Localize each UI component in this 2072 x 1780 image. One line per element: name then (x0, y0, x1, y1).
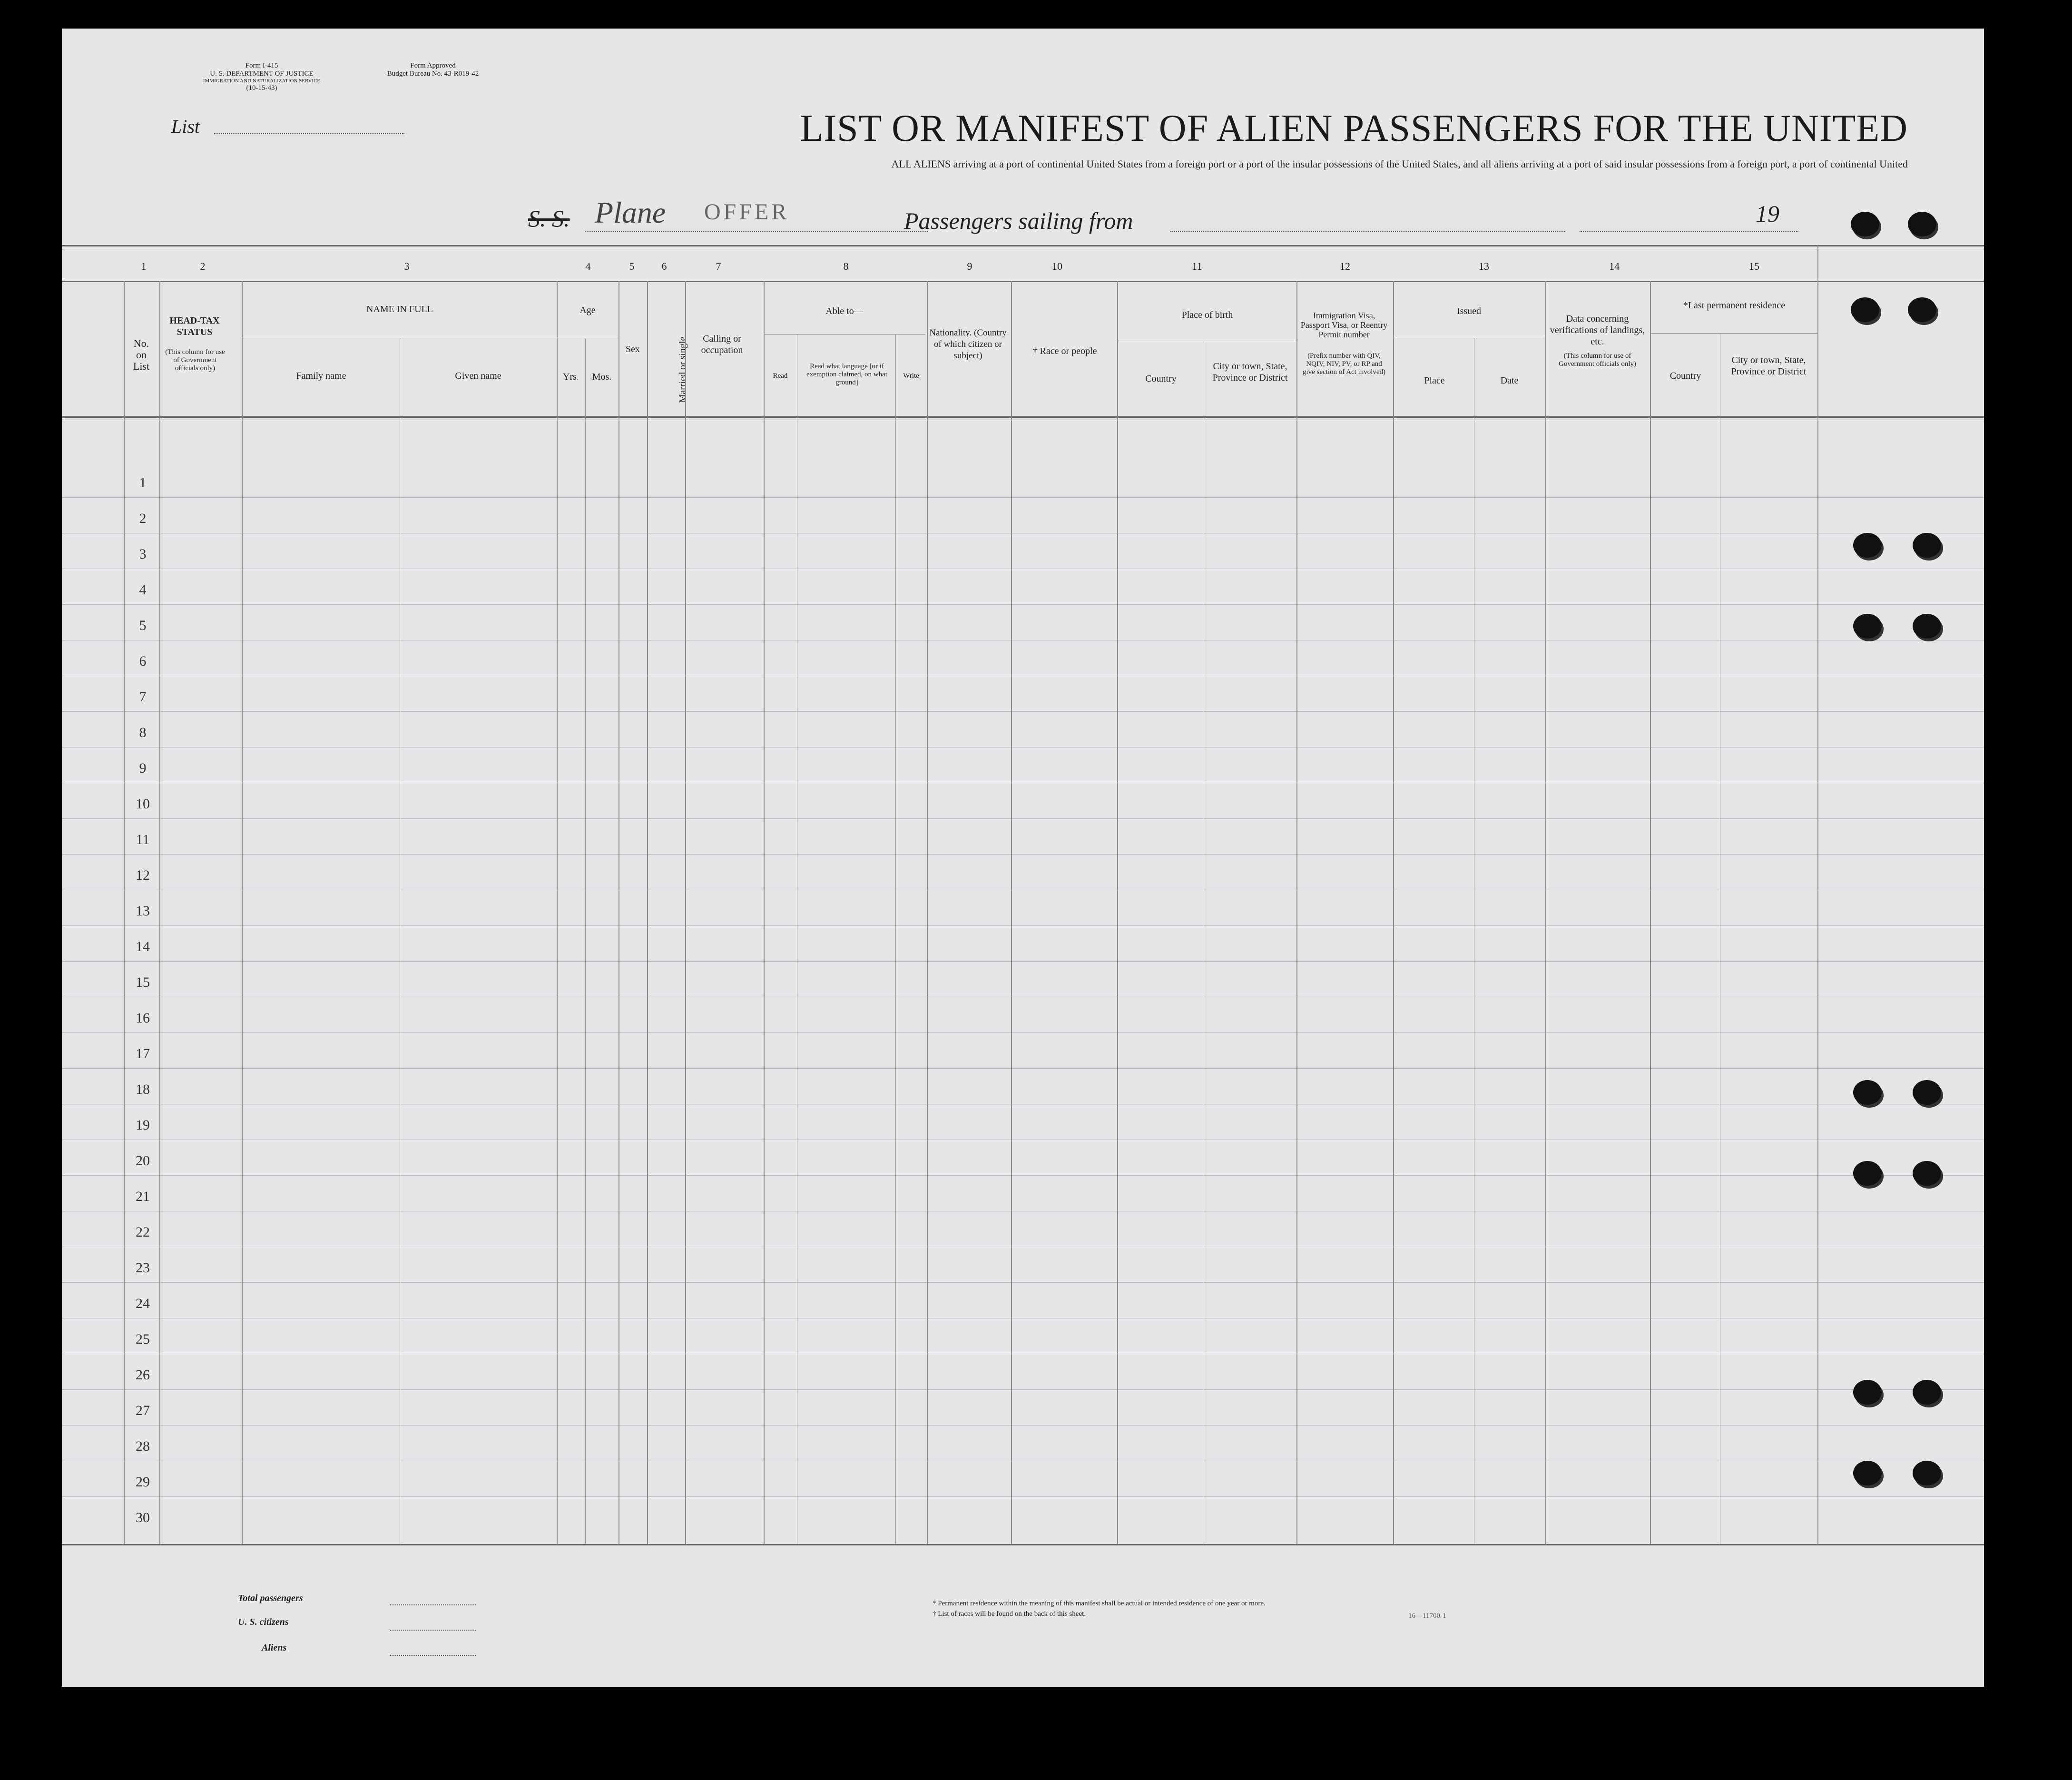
row-number: 20 (136, 1153, 150, 1169)
column-rule (927, 281, 928, 1544)
column-rule (895, 334, 896, 1544)
footnote-races: † List of races will be found on the back of this sheet. (933, 1610, 1086, 1618)
col-age-yrs: Yrs. (563, 372, 579, 382)
vessel-handwritten: Plane (595, 196, 666, 229)
sailing-date-field[interactable] (1580, 231, 1798, 232)
row-number: 15 (136, 974, 150, 990)
column-rule (585, 338, 586, 1544)
total-passengers-label: Total passengers (238, 1593, 303, 1603)
form-approval-line: Budget Bureau No. 43-R019-42 (387, 70, 479, 78)
column-number-rule-top (62, 245, 1984, 246)
col-lr-country: Country (1669, 371, 1701, 381)
vessel-name-field[interactable] (585, 231, 928, 232)
col-family-name: Family name (296, 371, 346, 381)
list-label: List (171, 116, 200, 137)
vessel-stamp: OFFER (704, 199, 790, 225)
row-number: 25 (136, 1331, 150, 1347)
column-number: 10 (1052, 260, 1062, 272)
row-rule (62, 1425, 1984, 1426)
year-prefix: 19 (1756, 200, 1779, 227)
row-number: 7 (139, 689, 147, 705)
col-married: Married or single (678, 336, 688, 403)
punch-hole (1853, 1461, 1882, 1485)
row-number: 30 (136, 1510, 150, 1525)
punch-hole (1908, 297, 1936, 322)
sailing-label: Passengers sailing from (904, 207, 1133, 234)
column-rule (242, 281, 243, 1544)
row-number: 11 (136, 832, 150, 847)
row-number: 12 (136, 867, 150, 883)
column-number: 1 (141, 260, 147, 272)
col-nationality: Nationality. (Country of which citizen or subject) (929, 328, 1007, 361)
column-number: 4 (585, 260, 591, 272)
us-citizens-label: U. S. citizens (238, 1617, 289, 1627)
punch-hole (1913, 1161, 1941, 1186)
col-able-to: Able to— (825, 306, 864, 316)
row-number: 18 (136, 1082, 150, 1097)
col-read-language: Read what language [or if exemption claimed, on what ground] (806, 363, 887, 386)
row-number: 8 (139, 725, 147, 740)
col-verification: Data concerning verifications of landings, etc. (1550, 314, 1645, 347)
column-number: 3 (404, 260, 410, 272)
form-line: Form I-415 (245, 62, 278, 69)
punch-hole (1913, 1461, 1941, 1485)
column-rule (1393, 281, 1394, 1544)
col-name-in-full: NAME IN FULL (366, 304, 433, 315)
form-line: IMMIGRATION AND NATURALIZATION SERVICE (203, 78, 321, 84)
col-head-tax: HEAD-TAX STATUS (169, 315, 220, 337)
column-number: 13 (1479, 260, 1489, 272)
row-rule (62, 854, 1984, 855)
total-passengers-field[interactable] (390, 1604, 476, 1605)
punch-hole (1913, 533, 1941, 558)
form-id-block (162, 62, 362, 92)
col-race: † Race or people (1032, 346, 1097, 356)
column-rule (1545, 281, 1546, 1544)
row-number: 14 (136, 939, 150, 954)
row-number: 4 (139, 582, 147, 598)
column-number: 11 (1192, 260, 1202, 272)
column-rule (764, 281, 765, 1544)
row-number: 26 (136, 1367, 150, 1383)
column-number: 12 (1340, 260, 1350, 272)
col-visa: Immigration Visa, Passport Visa, or Reentry Permit number (1300, 311, 1388, 339)
us-citizens-field[interactable] (390, 1630, 476, 1631)
col-issued-date: Date (1500, 375, 1519, 386)
row-number: 1 (139, 475, 147, 491)
col-lr-city: City or town, State, Province or District (1731, 355, 1807, 377)
form-approval-block (357, 62, 509, 78)
row-rule (62, 1389, 1984, 1390)
list-number-field[interactable] (214, 133, 404, 134)
row-number: 27 (136, 1403, 150, 1418)
row-number: 22 (136, 1224, 150, 1240)
col-birth-city: City or town, State, Province or District (1212, 361, 1288, 383)
table-bottom-rule (62, 1544, 1984, 1545)
col-age-mos: Mos. (592, 372, 612, 382)
punch-hole (1913, 1080, 1941, 1105)
column-number: 8 (843, 260, 849, 272)
row-number: 9 (139, 760, 147, 776)
col-write: Write (903, 372, 919, 380)
row-number: 29 (136, 1474, 150, 1490)
punch-hole (1851, 297, 1879, 322)
column-rule (685, 281, 686, 1544)
col-issued-place: Place (1424, 375, 1445, 386)
punch-hole (1853, 614, 1882, 639)
punch-hole (1853, 1380, 1882, 1405)
column-number: 15 (1749, 260, 1759, 272)
print-code: 16—11700-1 (1408, 1612, 1446, 1620)
col-last-residence: *Last permanent residence (1683, 300, 1786, 311)
column-number: 7 (716, 260, 721, 272)
col-no-on-list: No. on List (133, 337, 150, 372)
punch-hole (1853, 1080, 1882, 1105)
row-number: 23 (136, 1260, 150, 1276)
row-number: 5 (139, 618, 147, 633)
punch-hole (1913, 1380, 1941, 1405)
form-line: (10-15-43) (246, 84, 277, 92)
row-number: 24 (136, 1296, 150, 1311)
row-rule (62, 497, 1984, 498)
form-line: U. S. DEPARTMENT OF JUSTICE (210, 70, 314, 78)
row-rule (62, 961, 1984, 962)
col-calling: Calling or occupation (701, 334, 743, 355)
col-place-of-birth: Place of birth (1181, 310, 1233, 320)
manifest-sheet (62, 29, 1984, 1687)
column-rule (159, 281, 160, 1544)
aliens-label: Aliens (262, 1642, 287, 1653)
row-number: 21 (136, 1189, 150, 1204)
col-issued: Issued (1456, 306, 1482, 316)
row-rule (62, 1068, 1984, 1069)
aliens-field[interactable] (390, 1655, 476, 1656)
row-number: 28 (136, 1438, 150, 1454)
row-number: 10 (136, 796, 150, 812)
footnote-residence: * Permanent residence within the meaning of this manifest shall be actual or intended residence of one year or more. (933, 1600, 1266, 1607)
col-birth-country: Country (1145, 374, 1177, 384)
column-number-rule-bottom (62, 281, 1984, 282)
ss-label: S. S. (528, 205, 570, 232)
column-rule (1296, 281, 1297, 1544)
row-rule (62, 818, 1984, 819)
row-number: 19 (136, 1117, 150, 1133)
column-number: 6 (661, 260, 667, 272)
column-number: 14 (1609, 260, 1620, 272)
sailing-port-field[interactable] (1170, 231, 1565, 232)
passenger-rows (62, 423, 1984, 1568)
row-number: 16 (136, 1010, 150, 1026)
page-subtitle: ALL ALIENS arriving at a port of continental United States from a foreign port or a port of the insular possessions of the United States, and all aliens arriving at a port of said insular possessions from a foreign port, a port of continental United (891, 158, 1908, 170)
header-subrule-residence (1651, 333, 1817, 334)
punch-hole (1908, 212, 1936, 236)
header-rule-bottom (62, 416, 1984, 418)
col-age: Age (579, 305, 596, 315)
col-head-tax-note: (This column for use of Government officials only) (165, 348, 225, 372)
row-rule (62, 604, 1984, 605)
form-approval-line: Form Approved (410, 62, 456, 69)
row-rule (62, 925, 1984, 926)
punch-hole (1853, 533, 1882, 558)
row-rule (62, 1175, 1984, 1176)
column-rule (1117, 281, 1118, 1544)
column-rule (647, 281, 648, 1544)
row-number: 3 (139, 546, 147, 562)
punch-hole (1913, 614, 1941, 639)
row-number: 13 (136, 903, 150, 919)
col-sex: Sex (626, 344, 640, 354)
row-number: 2 (139, 511, 147, 526)
column-number: 9 (967, 260, 972, 272)
col-visa-note: (Prefix number with QIV, NQIV, NIV, PV, or RP and give section of Act involved) (1302, 352, 1386, 376)
row-number: 6 (139, 653, 147, 669)
punch-hole (1851, 212, 1879, 236)
punch-hole (1853, 1161, 1882, 1186)
column-number: 2 (200, 260, 206, 272)
row-number: 17 (136, 1046, 150, 1062)
column-rule (1817, 245, 1818, 1544)
column-rule (1011, 281, 1012, 1544)
row-rule (62, 1496, 1984, 1497)
col-verification-note: (This column for use of Government officials only) (1558, 352, 1636, 368)
column-rule (557, 281, 558, 1544)
row-rule (62, 711, 1984, 712)
col-given-name: Given name (455, 371, 501, 381)
column-number: 5 (629, 260, 635, 272)
page-title: LIST OR MANIFEST OF ALIEN PASSENGERS FOR THE UNITED (800, 108, 1908, 149)
column-rule (124, 281, 125, 1544)
col-read: Read (773, 372, 788, 380)
column-rule (1650, 281, 1651, 1544)
row-rule (62, 1282, 1984, 1283)
